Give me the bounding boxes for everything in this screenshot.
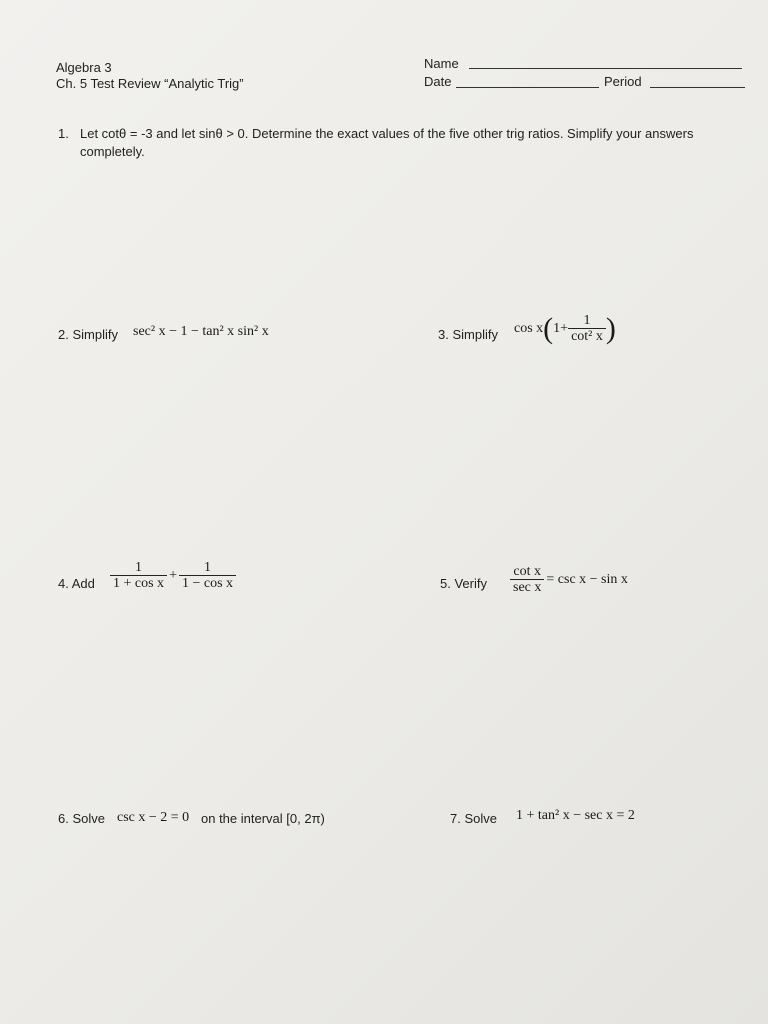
problem-3-expression — [514, 313, 616, 344]
problem-3-prefix: cos x — [514, 320, 544, 336]
problem-4-operator: + — [169, 567, 177, 583]
problem-4-fraction-1 — [110, 560, 167, 591]
problem-5-fraction — [510, 564, 544, 595]
problem-4-denominator-2: 1 − cos x — [181, 576, 234, 591]
problem-2-label: 2. Simplify — [58, 327, 118, 342]
problem-4-label: 4. Add — [58, 576, 95, 591]
name-label: Name — [424, 56, 459, 71]
problem-3-label: 3. Simplify — [438, 327, 498, 342]
problem-5-label: 5. Verify — [440, 576, 487, 591]
period-label: Period — [604, 74, 642, 89]
date-blank-line — [456, 87, 599, 88]
problem-1-text-line1: Let cotθ = -3 and let sinθ > 0. Determine the exact values of the five other trig ratios. Simplify your answers — [80, 126, 694, 141]
problem-5-denominator: sec x — [513, 580, 542, 595]
name-blank-line — [469, 68, 742, 69]
problem-3-numerator: 1 — [583, 313, 591, 328]
problem-1-text-line2: completely. — [80, 144, 145, 159]
problem-6-expression: csc x − 2 = 0 — [117, 810, 190, 825]
problem-6-interval: on the interval [0, 2π) — [201, 811, 325, 826]
problem-4-denominator-1: 1 + cos x — [113, 576, 165, 591]
problem-5-rhs: = csc x − sin x — [546, 571, 628, 587]
problem-2-expression: sec² x − 1 − tan² x sin² x — [133, 324, 269, 339]
course-title: Algebra 3 — [56, 60, 112, 75]
problem-6-label: 6. Solve — [58, 811, 105, 826]
problem-4-expression — [110, 560, 236, 591]
problem-7-label: 7. Solve — [450, 811, 497, 826]
left-paren: ( — [543, 311, 554, 345]
problem-4-numerator-1: 1 — [135, 560, 143, 575]
problem-5-expression — [510, 564, 628, 595]
date-label: Date — [424, 74, 452, 89]
right-paren: ) — [605, 311, 616, 345]
period-blank-line — [650, 87, 745, 88]
problem-7-expression: 1 + tan² x − sec x = 2 — [516, 808, 635, 823]
problem-1-number: 1. — [58, 126, 69, 141]
worksheet-subtitle: Ch. 5 Test Review “Analytic Trig” — [56, 76, 244, 91]
problem-4-numerator-2: 1 — [204, 560, 211, 575]
problem-5-numerator: cot x — [513, 564, 541, 579]
problem-3-denominator: cot² x — [571, 329, 603, 344]
problem-3-fraction — [568, 313, 606, 344]
problem-3-one-plus: 1+ — [553, 320, 569, 336]
problem-4-fraction-2 — [179, 560, 236, 591]
